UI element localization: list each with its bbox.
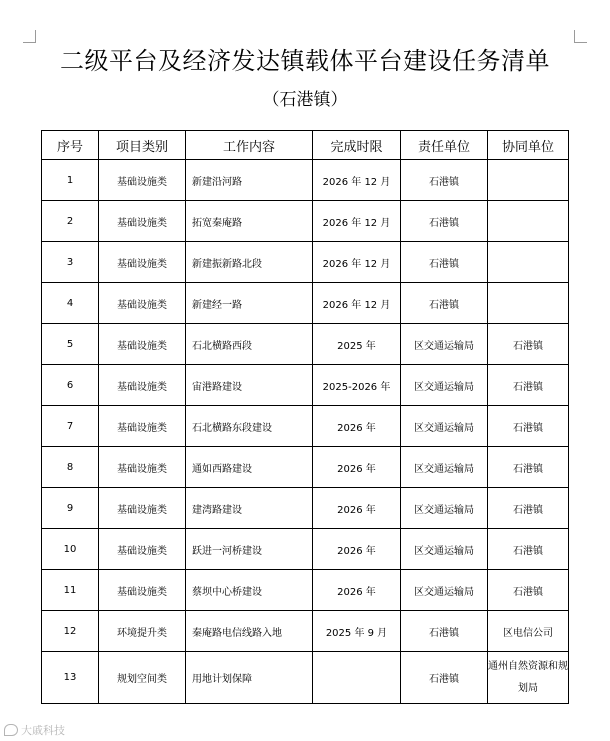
cell-cooperating-unit — [488, 242, 569, 283]
cell-work-content: 石北横路东段建设 — [186, 406, 313, 447]
speech-bubble-icon — [4, 724, 18, 736]
cell-work-content: 宙港路建设 — [186, 365, 313, 406]
cell-deadline: 2025 年 9 月 — [313, 611, 401, 652]
table-row — [42, 365, 569, 406]
cell-work-content: 石北横路西段 — [186, 324, 313, 365]
cell-category: 基础设施类 — [99, 488, 186, 529]
table-row — [42, 406, 569, 447]
table-row — [42, 611, 569, 652]
cell-serial: 1 — [42, 160, 99, 201]
cell-deadline: 2026 年 — [313, 570, 401, 611]
cell-category: 基础设施类 — [99, 406, 186, 447]
cell-responsible-unit: 区交通运输局 — [401, 488, 488, 529]
document-title: 二级平台及经济发达镇载体平台建设任务清单 — [60, 47, 550, 75]
page-corner-mark-top-left — [23, 30, 36, 43]
cell-deadline: 2026 年 12 月 — [313, 201, 401, 242]
cell-category: 基础设施类 — [99, 324, 186, 365]
table-row — [42, 652, 569, 704]
cell-responsible-unit: 石港镇 — [401, 652, 488, 704]
cell-responsible-unit: 区交通运输局 — [401, 447, 488, 488]
cell-cooperating-unit — [488, 160, 569, 201]
header-serial: 序号 — [42, 131, 99, 160]
cell-cooperating-unit: 石港镇 — [488, 570, 569, 611]
cell-work-content: 蔡坝中心桥建设 — [186, 570, 313, 611]
table-row — [42, 447, 569, 488]
cell-work-content: 用地计划保障 — [186, 652, 313, 704]
cell-serial: 13 — [42, 652, 99, 704]
cell-cooperating-unit: 石港镇 — [488, 406, 569, 447]
cell-serial: 6 — [42, 365, 99, 406]
cell-work-content: 跃进一河桥建设 — [186, 529, 313, 570]
cell-category: 环境提升类 — [99, 611, 186, 652]
cell-deadline: 2026 年 12 月 — [313, 242, 401, 283]
cell-serial: 8 — [42, 447, 99, 488]
task-table — [41, 130, 569, 704]
cell-category: 基础设施类 — [99, 365, 186, 406]
header-deadline: 完成时限 — [313, 131, 401, 160]
table-row — [42, 242, 569, 283]
cell-deadline: 2026 年 — [313, 406, 401, 447]
header-cooperating-unit: 协同单位 — [488, 131, 569, 160]
cell-deadline: 2025 年 — [313, 324, 401, 365]
cell-category: 基础设施类 — [99, 201, 186, 242]
cell-cooperating-unit: 石港镇 — [488, 447, 569, 488]
cell-responsible-unit: 区交通运输局 — [401, 529, 488, 570]
cell-category: 规划空间类 — [99, 652, 186, 704]
cell-responsible-unit: 区交通运输局 — [401, 406, 488, 447]
cell-responsible-unit: 石港镇 — [401, 160, 488, 201]
cell-cooperating-unit: 石港镇 — [488, 529, 569, 570]
cell-responsible-unit: 石港镇 — [401, 201, 488, 242]
cell-serial: 12 — [42, 611, 99, 652]
cell-responsible-unit: 区交通运输局 — [401, 570, 488, 611]
cell-deadline: 2026 年 — [313, 529, 401, 570]
cell-cooperating-unit — [488, 201, 569, 242]
cell-work-content: 秦庵路电信线路入地 — [186, 611, 313, 652]
table-row — [42, 570, 569, 611]
cell-serial: 9 — [42, 488, 99, 529]
cell-work-content: 建湾路建设 — [186, 488, 313, 529]
cell-deadline: 2026 年 12 月 — [313, 283, 401, 324]
watermark-text: 大戚科技 — [21, 724, 65, 737]
table-row — [42, 324, 569, 365]
header-work-content: 工作内容 — [186, 131, 313, 160]
cell-cooperating-unit: 石港镇 — [488, 365, 569, 406]
cell-work-content: 新建振新路北段 — [186, 242, 313, 283]
cell-responsible-unit: 区交通运输局 — [401, 324, 488, 365]
table-row — [42, 283, 569, 324]
cell-serial: 11 — [42, 570, 99, 611]
cell-responsible-unit: 石港镇 — [401, 283, 488, 324]
watermark — [4, 722, 65, 738]
cell-cooperating-unit: 石港镇 — [488, 488, 569, 529]
table-row — [42, 529, 569, 570]
cell-deadline: 2025-2026 年 — [313, 365, 401, 406]
cell-category: 基础设施类 — [99, 242, 186, 283]
cell-responsible-unit: 石港镇 — [401, 242, 488, 283]
cell-deadline — [313, 652, 401, 704]
cell-category: 基础设施类 — [99, 570, 186, 611]
cell-cooperating-unit: 区电信公司 — [488, 611, 569, 652]
cell-serial: 2 — [42, 201, 99, 242]
cell-serial: 7 — [42, 406, 99, 447]
cell-category: 基础设施类 — [99, 447, 186, 488]
cell-responsible-unit: 石港镇 — [401, 611, 488, 652]
cell-work-content: 通如西路建设 — [186, 447, 313, 488]
cell-serial: 3 — [42, 242, 99, 283]
header-responsible-unit: 责任单位 — [401, 131, 488, 160]
cell-serial: 5 — [42, 324, 99, 365]
cell-cooperating-unit: 石港镇 — [488, 324, 569, 365]
cell-deadline: 2026 年 12 月 — [313, 160, 401, 201]
cell-deadline: 2026 年 — [313, 447, 401, 488]
table-header-row — [42, 131, 569, 160]
cell-category: 基础设施类 — [99, 529, 186, 570]
table-row — [42, 201, 569, 242]
page-corner-mark-top-right — [574, 30, 587, 43]
cell-cooperating-unit — [488, 283, 569, 324]
document-subtitle: （石港镇） — [262, 90, 348, 110]
cell-work-content: 拓宽秦庵路 — [186, 201, 313, 242]
cell-category: 基础设施类 — [99, 283, 186, 324]
cell-work-content: 新建沿河路 — [186, 160, 313, 201]
cell-cooperating-unit: 通州自然资源和规划局 — [488, 652, 569, 704]
cell-serial: 4 — [42, 283, 99, 324]
cell-deadline: 2026 年 — [313, 488, 401, 529]
cell-work-content: 新建经一路 — [186, 283, 313, 324]
cell-serial: 10 — [42, 529, 99, 570]
table-row — [42, 488, 569, 529]
header-category: 项目类别 — [99, 131, 186, 160]
table-row — [42, 160, 569, 201]
cell-category: 基础设施类 — [99, 160, 186, 201]
cell-responsible-unit: 区交通运输局 — [401, 365, 488, 406]
